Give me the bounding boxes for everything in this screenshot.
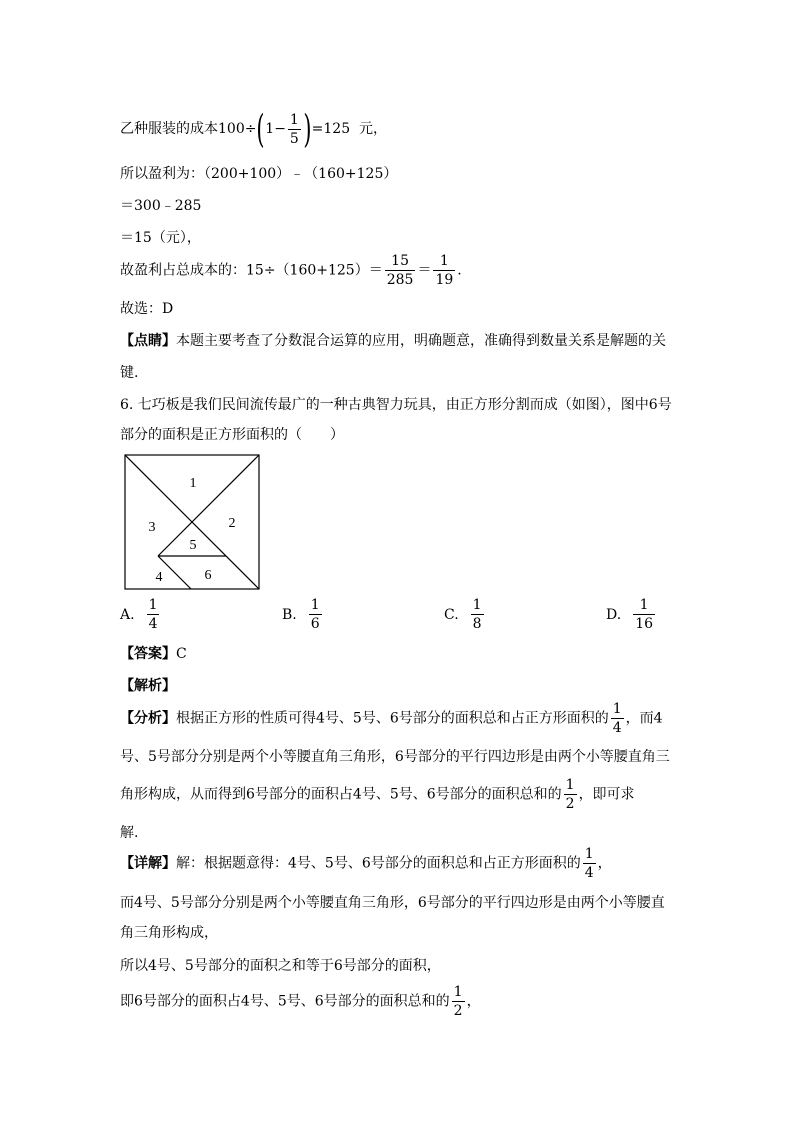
left-paren: ( bbox=[256, 107, 265, 151]
cost-line bbox=[120, 107, 388, 151]
right-paren: ) bbox=[303, 107, 312, 151]
xiangjie-tag: 【详解】 bbox=[120, 855, 176, 872]
xiangjie-line-1: 【详解】解：根据题意得：4号、5号、6号部分的面积总和占正方形面积的 $\frac{1}{4}$ ， bbox=[120, 846, 612, 881]
ratio-line bbox=[120, 254, 462, 287]
fenxi-line-2: 号、5号部分分别是两个小等腰直角三角形，6号部分的平行四边形是由两个小等腰直角三 bbox=[120, 749, 670, 765]
xiangjie-line-3: 角三角形构成， bbox=[120, 925, 218, 941]
label-6: 6 bbox=[204, 568, 212, 583]
xiangjie-line-4: 所以4号、5号部分的面积之和等于6号部分的面积， bbox=[120, 958, 441, 974]
choice-line: 故选：D bbox=[120, 301, 174, 317]
fraction-one-fifth: $\frac{1}{5}$ bbox=[289, 111, 299, 147]
label-1: 1 bbox=[189, 476, 197, 491]
fenxi-line-3: 角形构成，从而得到6号部分的面积占4号、5号、6号部分的面积总和的 $\frac{1}{2}$ ，即可求 bbox=[120, 777, 635, 812]
profit-line: 所以盈利为：（200+100）﹣（160+125） bbox=[120, 166, 398, 182]
question-line-1: 6. 七巧板是我们民间流传最广的一种古典智力玩具，由正方形分割而成（如图），图中6号 bbox=[120, 397, 672, 413]
half-diagonal-line bbox=[158, 455, 259, 556]
fenxi-tag: 【分析】 bbox=[120, 710, 176, 727]
xiangjie-line-2: 而4号、5号部分分别是两个小等腰直角三角形，6号部分的平行四边形是由两个小等腰直 bbox=[120, 895, 665, 911]
fraction-1-19: $\frac{1}{19}$ bbox=[435, 253, 454, 288]
dianjing-text: 本题主要考查了分数混合运算的应用，明确题意，准确得到数量关系是解题的关 bbox=[176, 333, 666, 349]
cost-prefix: 乙种服装的成本 bbox=[120, 121, 218, 137]
dianjing-tag: 【点睛】 bbox=[120, 333, 176, 349]
label-5: 5 bbox=[189, 538, 197, 553]
tangram-figure bbox=[120, 450, 265, 593]
option-a[interactable]: A. $\frac{1}{4}$ bbox=[120, 597, 158, 632]
dianjing-line-2: 键. bbox=[120, 365, 139, 381]
fenxi-line-4: 解. bbox=[120, 825, 139, 841]
question-line-2: 部分的面积是正方形面积的（ ） bbox=[120, 427, 344, 443]
cost-unit: 元， bbox=[359, 121, 388, 137]
dianjing-line bbox=[120, 334, 666, 348]
ratio-text: 故盈利占总成本的：15÷（160+125）＝ bbox=[120, 262, 383, 279]
inner-slant-line bbox=[155, 556, 191, 589]
cost-eq: =125 bbox=[311, 121, 351, 137]
fenxi-line-1: 【分析】根据正方形的性质可得4号、5号、6号部分的面积总和占正方形面积的 $\frac{1}{4}$ ，而4 bbox=[120, 701, 663, 736]
answer-line bbox=[120, 647, 187, 661]
fraction-quarter: $\frac{1}{4}$ bbox=[612, 701, 622, 736]
ratio-end: . bbox=[457, 262, 462, 279]
profit-step-2: ＝15（元）， bbox=[120, 230, 201, 246]
option-c[interactable]: C. $\frac{1}{8}$ bbox=[444, 597, 482, 632]
fraction-half-2: $\frac{1}{2}$ bbox=[453, 984, 463, 1019]
profit-step-1: ＝300﹣285 bbox=[120, 198, 202, 214]
label-4: 4 bbox=[155, 570, 163, 585]
jiexi-tag: 【解析】 bbox=[120, 678, 176, 694]
ratio-eq: ＝ bbox=[417, 262, 432, 279]
label-3: 3 bbox=[148, 520, 156, 535]
xiangjie-line-5: 即6号部分的面积占4号、5号、6号部分的面积总和的 $\frac{1}{2}$ ， bbox=[120, 984, 481, 1019]
option-d[interactable]: D. $\frac{1}{16}$ bbox=[606, 597, 654, 632]
option-b[interactable]: B. $\frac{1}{6}$ bbox=[282, 597, 320, 632]
answer-tag: 【答案】 bbox=[120, 646, 176, 662]
cost-expr: 100÷ bbox=[218, 121, 257, 137]
cost-one: 1− bbox=[265, 121, 286, 137]
fraction-half: $\frac{1}{2}$ bbox=[565, 777, 575, 812]
label-2: 2 bbox=[228, 516, 236, 531]
fraction-15-285: $\frac{15}{285}$ bbox=[386, 253, 414, 288]
fraction-quarter-2: $\frac{1}{4}$ bbox=[584, 846, 594, 881]
answer-value: C bbox=[176, 646, 187, 662]
